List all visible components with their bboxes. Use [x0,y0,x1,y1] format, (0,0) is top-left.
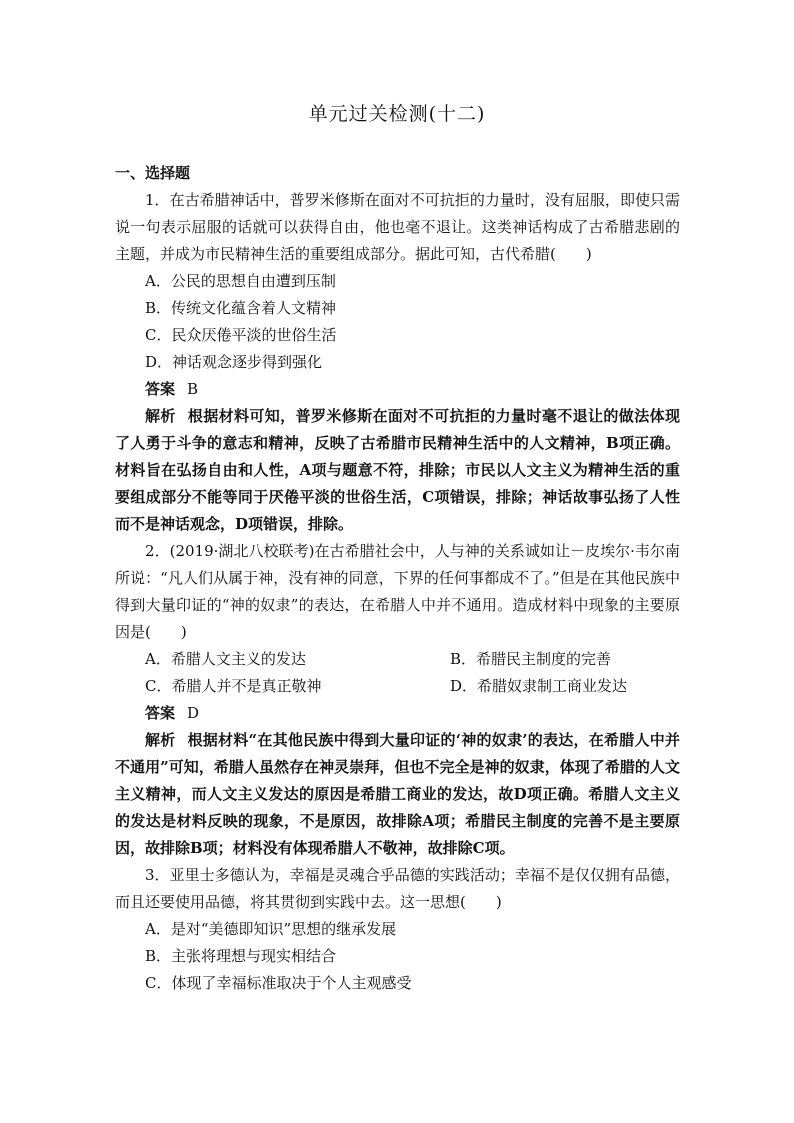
question-2-options-row-2 [115,673,680,700]
question-2-stem: 2．(2019·湖北八校联考)在古希腊社会中，人与神的关系诚如让－皮埃尔·韦尔南所说：“凡人们从属于神，没有神的同意，下界的任何事都成不了。”但是在其他民族中得到大量印证的“神的奴隶”的表达，在希腊人中并不通用。造成材料中现象的主要原因是( ) [115,542,680,641]
section-heading: 一、选择题 [115,164,191,182]
answer-value: B [187,380,199,398]
question-3-stem: 3．亚里士多德认为，幸福是灵魂合乎品德的实践活动；幸福不是仅仅拥有品德，而且还要使用品德，将其贯彻到实践中去。这一思想( ) [115,866,680,911]
question-3-option-c: C．体现了幸福标准取决于个人主观感受 [145,974,412,992]
question-3-option-b: B．主张将理想与现实相结合 [145,947,337,965]
question-1-option-a: A．公民的思想自由遭到压制 [145,272,336,290]
answer-value: D [187,704,200,722]
question-2-option-c: C．希腊人并不是真正敬神 [145,677,322,695]
question-3-option-a: A．是对“美德即知识”思想的继承发展 [145,920,397,938]
question-1-option-b: B．传统文化蕴含着人文精神 [145,299,337,317]
question-1-stem: 1．在古希腊神话中，普罗米修斯在面对不可抗拒的力量时，没有屈服，即使只需说一句表示屈服的话就可以获得自由，他也毫不退让。这类神话构成了古希腊悲剧的主题，并成为市民精神生活的重要组成部分。据此可知，古代希腊( ) [115,191,680,263]
answer-label: 答案 [145,704,176,722]
question-2-options-row-1 [115,646,680,673]
analysis-text: 根据材料“在其他民族中得到大量印证的‘神的奴隶’的表达，在希腊人中并不通用”可知，希腊人虽然存在神灵崇拜，但也不完全是神的奴隶，体现了希腊的人文主义精神，而人文主义发达的原因是希腊工商业的发达，故D项正确。希腊人文主义的发达是材料反映的现象，不是原因，故排除A项；希腊民主制度的完善不是主要原因，故排除B项；材料没有体现希腊人不敬神，故排除C项。 [115,731,680,857]
question-2-analysis [115,727,680,862]
question-2-option-a: A．希腊人文主义的发达 [145,650,306,668]
question-2-option-d: D．希腊奴隶制工商业发达 [450,677,628,695]
question-1-answer [115,376,680,403]
page-title: 单元过关检测(十二) [308,103,486,125]
analysis-label: 解析 [145,407,176,425]
document-body [115,160,680,997]
question-2-option-b: B．希腊民主制度的完善 [450,650,612,668]
question-1-option-c: C．民众厌倦平淡的世俗生活 [145,326,337,344]
analysis-label: 解析 [145,731,176,749]
answer-label: 答案 [145,380,176,398]
question-1-option-d: D．神话观念逐步得到强化 [145,353,323,371]
question-1-analysis [115,403,680,538]
question-2-answer [115,700,680,727]
analysis-text: 根据材料可知，普罗米修斯在面对不可抗拒的力量时毫不退让的做法体现了人勇于斗争的意志和精神，反映了古希腊市民精神生活中的人文精神，B项正确。材料旨在弘扬自由和人性，A项与题意不符，排除；市民以人文主义为精神生活的重要组成部分不能等同于厌倦平淡的世俗生活，C项错误，排除；神话故事弘扬了人性而不是神话观念，D项错误，排除。 [115,407,680,533]
